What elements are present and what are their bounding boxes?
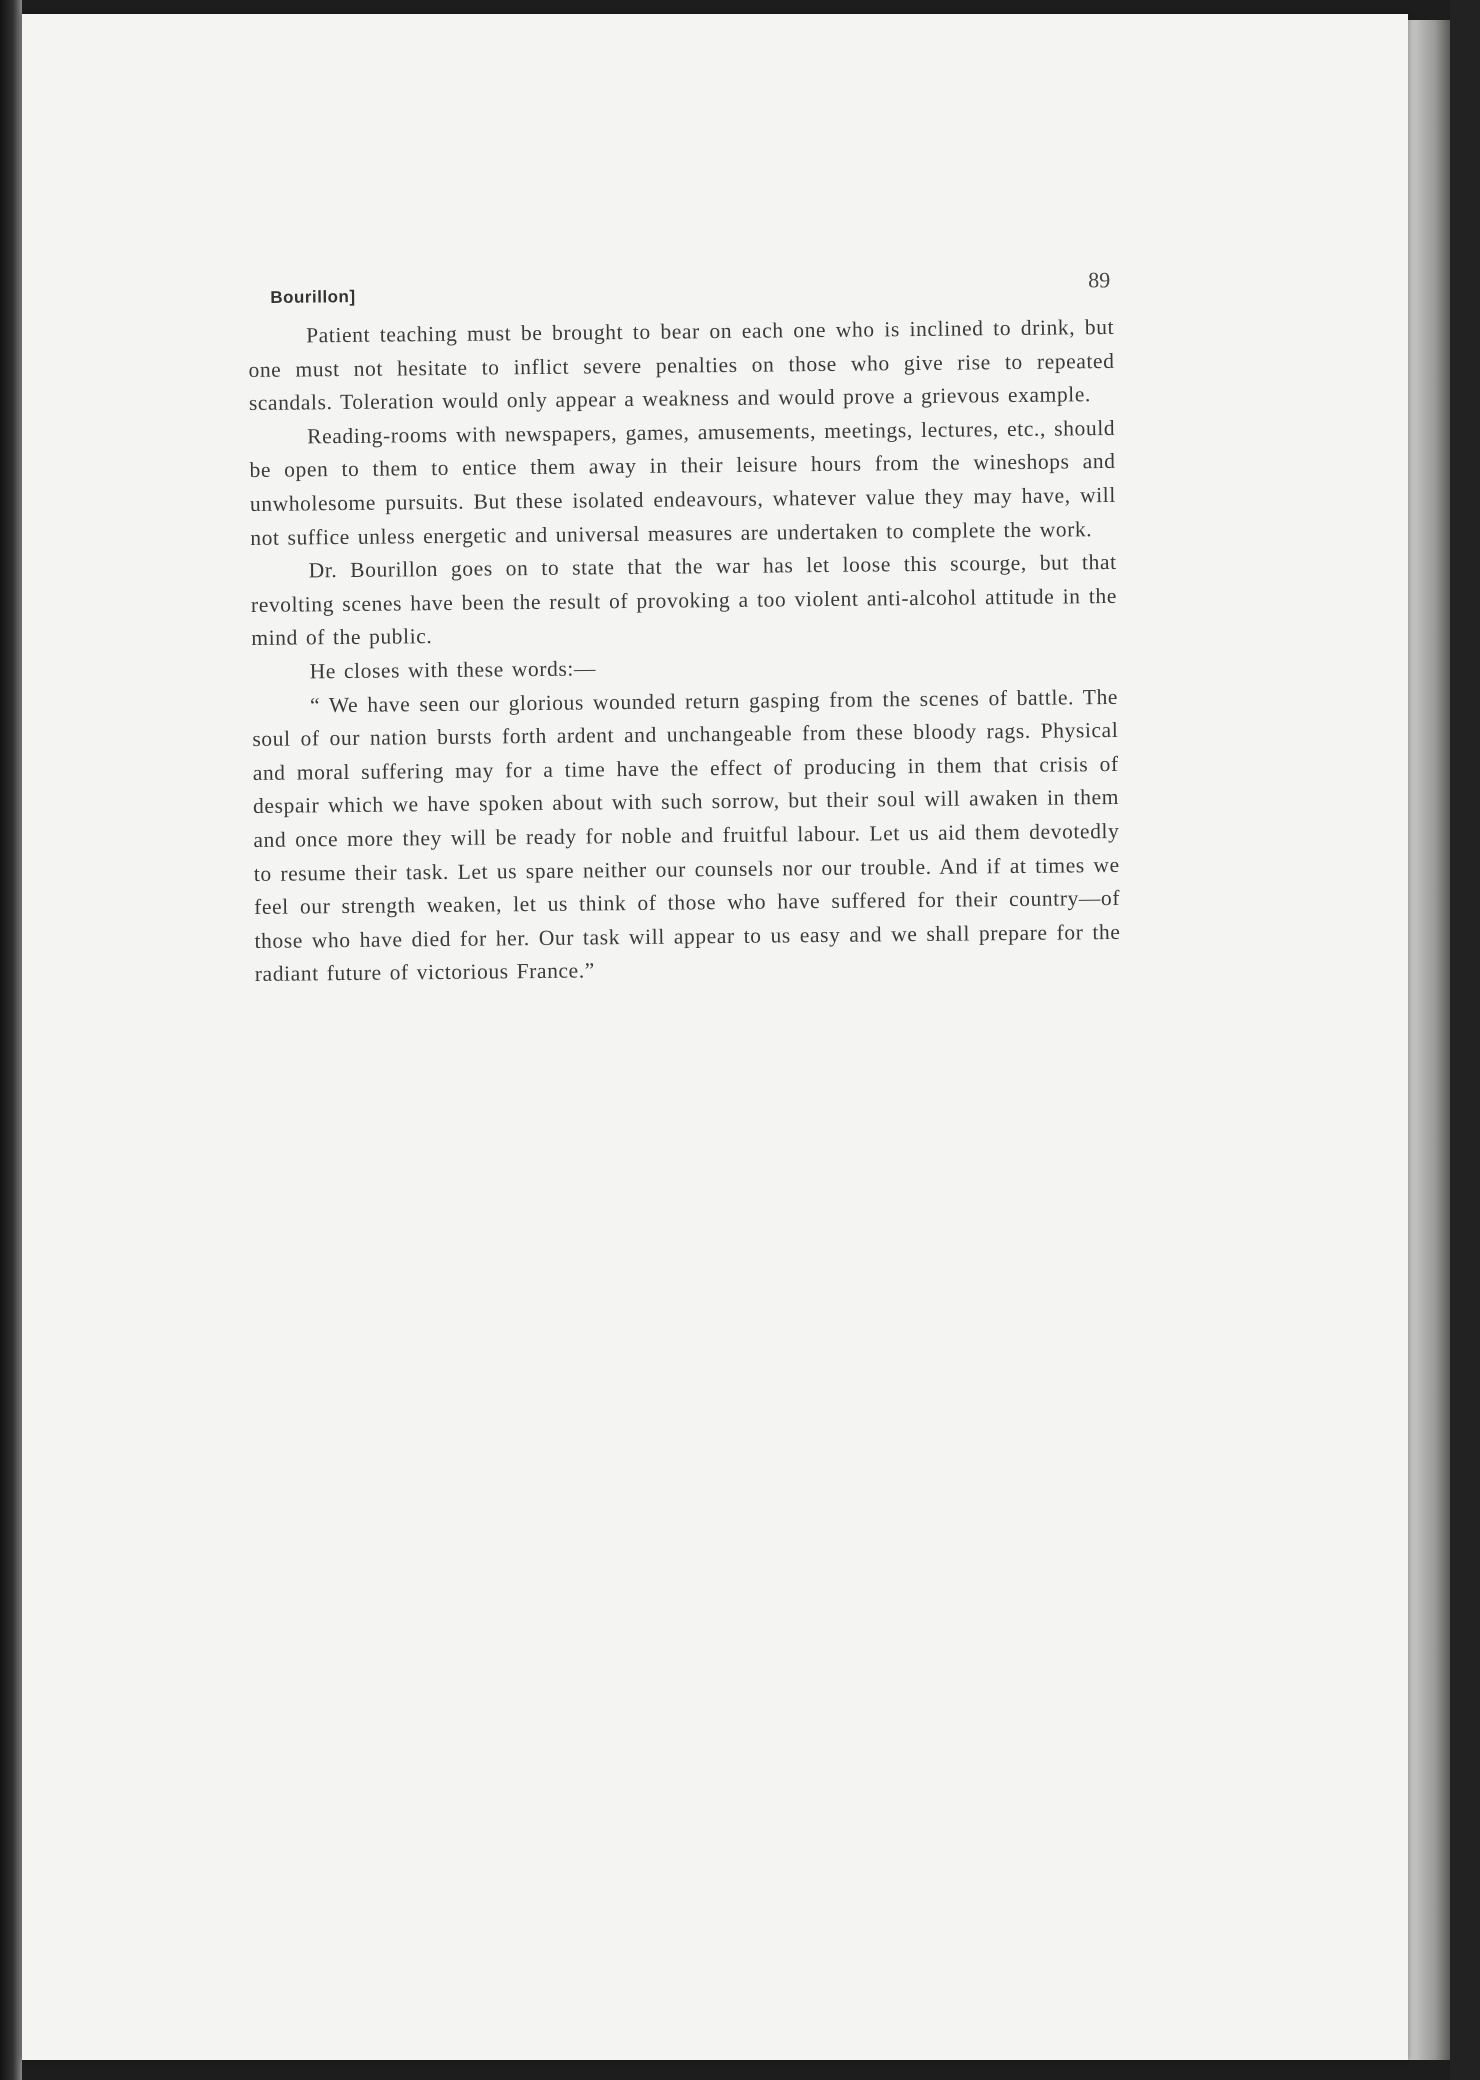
page-number: 89	[1088, 267, 1111, 293]
book-right-shadow	[1450, 0, 1480, 2080]
paragraph-reading-rooms: Reading-rooms with newspapers, games, amusements, meetings, lectures, etc., should be open to them to entice them away in their leisure hours from the wineshops and unwholesome pursuits. But these isolated endeavours, whatever value they may have, will not suffice unless energetic and universal measures are undertaken to complete the work.	[249, 415, 1117, 550]
paragraph-patient-teaching: Patient teaching must be brought to bear on each one who is inclined to drink, but one must not hesitate to inflict severe penalties on those who give rise to repeated scandals. Toleration would only appear a weakness and would prove a grievous example.	[248, 314, 1115, 416]
book-left-edge	[0, 0, 22, 2080]
running-head: Bourillon]	[270, 287, 356, 307]
body-text	[248, 311, 1121, 992]
paragraph-dr-bourillon: Dr. Bourillon goes on to state that the war has let loose this scourge, but that revolting scenes have been the result of provoking a too violent anti-alcohol attitude in the mind of the public.	[250, 550, 1118, 651]
paragraph-closing-intro: He closes with these words:—	[309, 656, 597, 684]
paragraph-closing-quote: “ We have seen our glorious wounded return gasping from the scenes of battle. The soul of our nation bursts forth ardent and unchangeable from these bloody rags. Physical and moral suffering may for a time have the effect of producing in them that crisis of despair which we have spoken about with such sorrow, but their soul will awaken in them and once more they will be ready for noble and fruitful labour. Let us aid them devotedly to resume their task. Let us spare neither our counsels nor our trouble. And if at times we feel our strength weaken, let us think of those who have suffered for their country—of those who have died for her. Our task will appear to us easy and we shall prepare for the radiant future of victorious France.”	[252, 684, 1121, 987]
